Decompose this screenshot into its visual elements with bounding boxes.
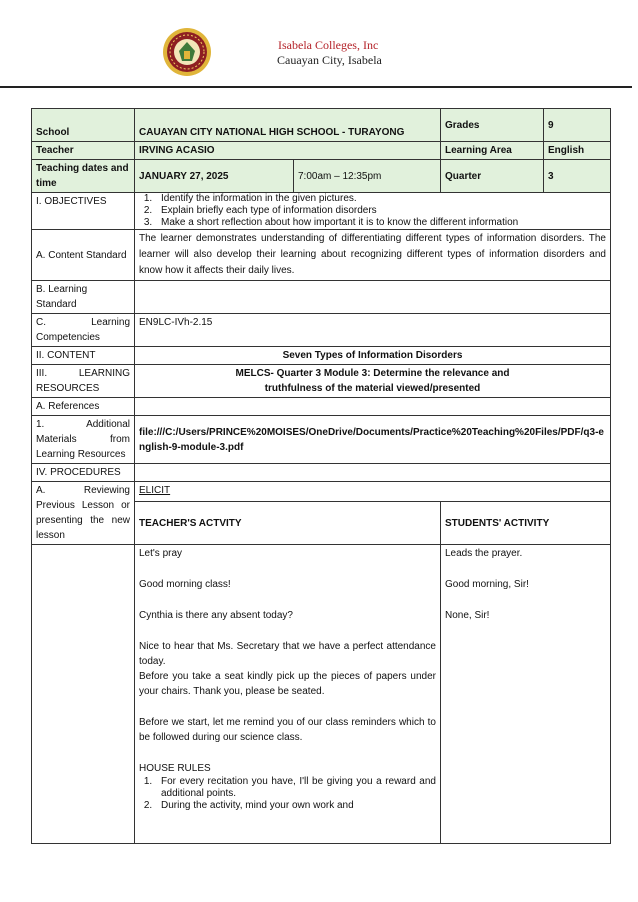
- references-row: [32, 398, 611, 416]
- content-row: [32, 347, 611, 365]
- content-label: II. CONTENT: [32, 347, 135, 365]
- resources-value: MELCS- Quarter 3 Module 3: Determine the relevance and truthfulness of the material viewed/presented: [135, 365, 611, 398]
- teacher-line: Cynthia is there any absent today?: [139, 610, 293, 621]
- reviewing-row: [32, 482, 611, 502]
- rules-title: HOUSE RULES: [139, 763, 211, 774]
- learning-standard-label: B. Learning Standard: [32, 281, 135, 314]
- objective-item: 3. Make a short reflection about how important it is to know the different information: [155, 217, 606, 229]
- objective-item: 2. Explain briefly each type of information disorders: [155, 205, 606, 217]
- activity-spacer-cell: [32, 545, 135, 844]
- dates-label: Teaching dates and time: [32, 160, 135, 193]
- student-line: None, Sir!: [445, 610, 490, 621]
- college-city: Cauayan City, Isabela: [277, 53, 382, 67]
- house-rules-list: [139, 776, 436, 812]
- grades-label: Grades: [441, 109, 544, 142]
- competencies-row: [32, 314, 611, 347]
- elicit-label: ELICIT: [135, 482, 611, 502]
- students-activity-header: STUDENTS' ACTIVITY: [441, 502, 611, 545]
- teacher-row: [32, 142, 611, 160]
- teacher-line: Before you take a seat kindly pick up the pieces of papers under your chairs. Thank you, please be seated.: [139, 671, 436, 697]
- teacher-activity-cell: [135, 545, 441, 844]
- teacher-activity-header: TEACHER'S ACTVITY: [135, 502, 441, 545]
- student-line: Leads the prayer.: [445, 548, 523, 559]
- teacher-label: Teacher: [32, 142, 135, 160]
- references-value: [135, 398, 611, 416]
- additional-materials-label: 1. Additional Materials from Learning Resources: [32, 416, 135, 464]
- competencies-label: C. Learning Competencies: [32, 314, 135, 347]
- teacher-line: Nice to hear that Ms. Secretary that we have a perfect attendance today.: [139, 641, 436, 667]
- resources-row: [32, 365, 611, 398]
- dates-row: [32, 160, 611, 193]
- activity-body-row: [32, 545, 611, 844]
- time-value: 7:00am – 12:35pm: [294, 160, 441, 193]
- procedures-label: IV. PROCEDURES: [32, 464, 135, 482]
- students-activity-cell: [441, 545, 611, 844]
- content-standard-label: A. Content Standard: [32, 230, 135, 281]
- school-row: [32, 109, 611, 142]
- objectives-list: [139, 193, 606, 229]
- school-label: School: [32, 109, 135, 142]
- resources-label: III. LEARNING RESOURCES: [32, 365, 135, 398]
- competency-code: EN9LC-IVh-2.15: [135, 314, 611, 347]
- objectives-row: [32, 193, 611, 230]
- additional-materials-link[interactable]: file:///C:/Users/PRINCE%20MOISES/OneDrive/Documents/Practice%20Teaching%20Files/PDF/q3-english-9-module-3.pdf: [135, 416, 611, 464]
- learning-area-label: Learning Area: [441, 142, 544, 160]
- college-name: Isabela Colleges, Inc: [278, 38, 379, 52]
- document-header: [0, 22, 638, 92]
- learning-standard-value: [135, 281, 611, 314]
- reviewing-label: A. Reviewing Previous Lesson or presenting the new lesson: [32, 482, 135, 545]
- references-label: A. References: [32, 398, 135, 416]
- content-standard-text: The learner demonstrates understanding of differentiating different types of information disorders. The learner will also develop their learning about recognizing different types of information disorders and know how it affects their daily lives.: [135, 230, 611, 281]
- house-rule-item: 2. During the activity, mind your own work and: [155, 800, 436, 812]
- college-seal-icon: [162, 27, 212, 77]
- teacher-line: Good morning class!: [139, 579, 231, 590]
- student-line: Good morning, Sir!: [445, 579, 529, 590]
- learning-standard-row: [32, 281, 611, 314]
- house-rule-item: 1. For every recitation you have, I'll be giving you a reward and additional points.: [155, 776, 436, 800]
- teacher-line: Let's pray: [139, 548, 183, 559]
- teacher-line: Before we start, let me remind you of our class reminders which to be followed during our science class.: [139, 717, 436, 743]
- grades-value: 9: [544, 109, 611, 142]
- school-value: CAUAYAN CITY NATIONAL HIGH SCHOOL - TURAYONG: [135, 109, 441, 142]
- teacher-value: IRVING ACASIO: [135, 142, 441, 160]
- header-divider: [0, 86, 632, 88]
- procedures-row: [32, 464, 611, 482]
- objective-item: 1. Identify the information in the given pictures.: [155, 193, 606, 205]
- objectives-label: I. OBJECTIVES: [32, 193, 135, 230]
- content-standard-row: [32, 230, 611, 281]
- lesson-plan-table: [31, 108, 611, 844]
- learning-area-value: English: [544, 142, 611, 160]
- quarter-value: 3: [544, 160, 611, 193]
- quarter-label: Quarter: [441, 160, 544, 193]
- date-value: JANUARY 27, 2025: [135, 160, 294, 193]
- content-title: Seven Types of Information Disorders: [135, 347, 611, 365]
- procedures-value: [135, 464, 611, 482]
- additional-materials-row: [32, 416, 611, 464]
